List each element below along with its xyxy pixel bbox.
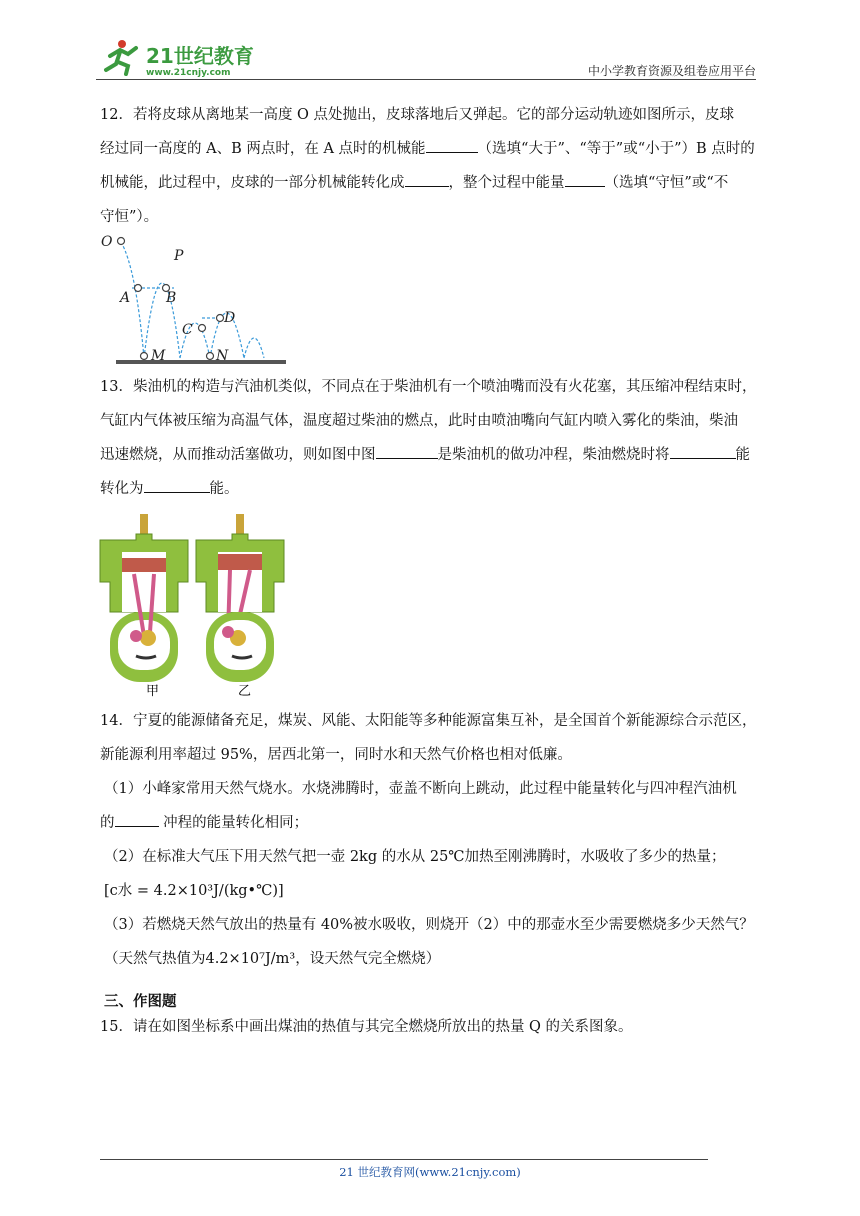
svg-text:www.21cnjy.com: www.21cnjy.com (146, 68, 231, 78)
q12-line2: 经过同一高度的 A、B 两点时，在 A 点时的机械能 （选填“大于”、“等于”或“小于”）B 点时的 (100, 132, 760, 166)
q12-blank-1[interactable] (426, 138, 478, 153)
label-yi: 乙 (238, 684, 252, 699)
platform-title: 中小学教育资源及组卷应用平台 (587, 64, 756, 78)
q13-line4: 转化为 能。 (100, 472, 760, 506)
label-jia: 甲 (146, 684, 160, 699)
engine-figure (96, 512, 296, 702)
engine-yi (196, 514, 284, 682)
label-D: D (224, 310, 236, 326)
q14-line1: 14．宁夏的能源储备充足，煤炭、风能、太阳能等多种能源富集互补，是全国首个新能源综合示范区， (100, 713, 757, 729)
q14-formula2: （天然气热值为4.2×10⁷J/m³，设天然气完全燃烧） (104, 951, 441, 967)
q12-blank-3[interactable] (565, 172, 605, 187)
question-15 (100, 1010, 760, 1044)
q13-line3: 迅速燃烧，从而推动活塞做功，则如图中图 是柴油机的做功冲程，柴油燃烧时将 能 (100, 438, 760, 472)
label-A: A (120, 290, 131, 306)
label-B: B (166, 290, 177, 306)
q12-line3: 机械能，此过程中，皮球的一部分机械能转化成 ，整个过程中能量 （选填“守恒”或“不 (100, 166, 760, 200)
q12-line4: 守恒”）。 (100, 209, 159, 225)
q14-sub2: （2）在标准大气压下用天然气把一壶 2kg 的水从 25℃加热至刚沸腾时，水吸收了多少的热量； (104, 849, 726, 865)
section-title: 三、作图题 (104, 994, 177, 1010)
q14-formula1: [c水 = 4.2×10³J/(kg•℃)] (104, 883, 284, 899)
engine-jia (100, 514, 188, 682)
q14-sub1-line2: 的 冲程的能量转化相同； (100, 806, 760, 840)
q15-text: 15．请在如图坐标系中画出煤油的热值与其完全燃烧所放出的热量 Q 的关系图象。 (100, 1019, 633, 1035)
q14-line2: 新能源利用率超过 95%，居西北第一，同时水和天然气价格也相对低廉。 (100, 747, 572, 763)
footer-text[interactable]: 21 世纪教育网(www.21cnjy.com) (339, 1165, 521, 1179)
question-14 (100, 704, 760, 976)
q13-blank-3[interactable] (144, 478, 210, 493)
q13-blank-2[interactable] (670, 444, 736, 459)
label-M: M (151, 348, 166, 364)
q13-blank-1[interactable] (376, 444, 438, 459)
page-header (96, 36, 756, 80)
label-C: C (182, 322, 193, 338)
q12-blank-2[interactable] (405, 172, 449, 187)
q14-sub1-line1: （1）小峰家常用天然气烧水。水烧沸腾时，壶盖不断向上跳动，此过程中能量转化与四冲程汽油机 (104, 781, 737, 797)
question-13 (100, 370, 760, 506)
q13-line1: 13．柴油机的构造与汽油机类似，不同点在于柴油机有一个喷油嘴而没有火花塞，其压缩冲程结束时， (100, 379, 757, 395)
q13-line2: 气缸内气体被压缩为高温气体，温度超过柴油的燃点，此时由喷油嘴向气缸内喷入雾化的柴油，柴油 (100, 413, 738, 429)
q14-sub3: （3）若燃烧天然气放出的热量有 40%被水吸收，则烧开（2）中的那壶水至少需要燃烧多少天然气？ (104, 917, 754, 933)
question-12 (100, 98, 760, 234)
header-divider (96, 79, 756, 80)
q12-line1: 12．若将皮球从离地某一高度 O 点处抛出，皮球落地后又弹起。它的部分运动轨迹如图所示，皮球 (100, 107, 735, 123)
logo-21cnjy (96, 36, 266, 80)
label-P: P (174, 248, 184, 264)
label-N: N (216, 348, 229, 364)
label-O: O (101, 234, 113, 250)
bouncing-ball-figure (96, 228, 296, 368)
svg-text:21世纪教育: 21世纪教育 (146, 44, 254, 68)
footer-divider (100, 1159, 708, 1160)
q14-blank-1[interactable] (115, 812, 159, 827)
